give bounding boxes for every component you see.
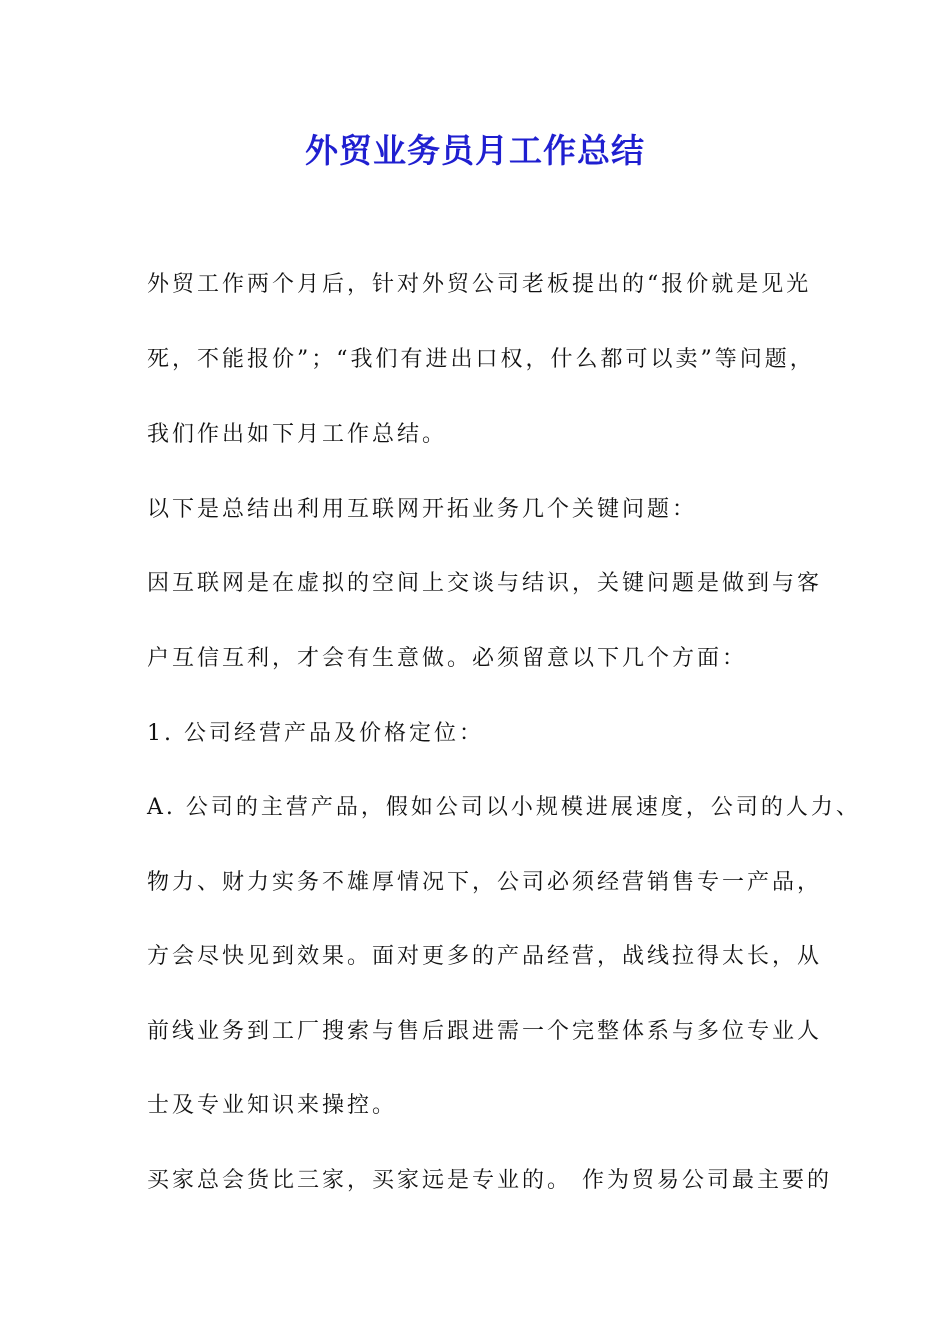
body-line: 物力、财力实务不雄厚情况下，公司必须经营销售专一产品，	[147, 870, 823, 895]
body-line: 买家总会货比三家，买家远是专业的。 作为贸易公司最主要的	[147, 1168, 832, 1193]
body-line: 我们作出如下月工作总结。	[147, 422, 448, 447]
body-line: 死，不能报价”；“我们有进出口权，什么都可以卖”等问题，	[147, 347, 815, 372]
body-line: A. 公司的主营产品，假如公司以小规模进展速度，公司的人力、	[147, 795, 861, 820]
document-title: 外贸业务员月工作总结	[305, 131, 645, 170]
body-line: 前线业务到工厂搜索与售后跟进需一个完整体系与多位专业人	[147, 1019, 823, 1044]
body-line: 1. 公司经营产品及价格定位：	[147, 721, 484, 746]
body-line: 外贸工作两个月后，针对外贸公司老板提出的“报价就是见光	[147, 272, 812, 297]
body-line: 以下是总结出利用互联网开拓业务几个关键问题：	[147, 497, 698, 522]
body-line: 户互信互利，才会有生意做。必须留意以下几个方面：	[147, 646, 748, 671]
body-line: 士及专业知识来操控。	[147, 1093, 398, 1118]
body-line: 方会尽快见到效果。面对更多的产品经营，战线拉得太长，从	[147, 944, 823, 969]
body-line: 因互联网是在虚拟的空间上交谈与结识，关键问题是做到与客	[147, 571, 823, 596]
